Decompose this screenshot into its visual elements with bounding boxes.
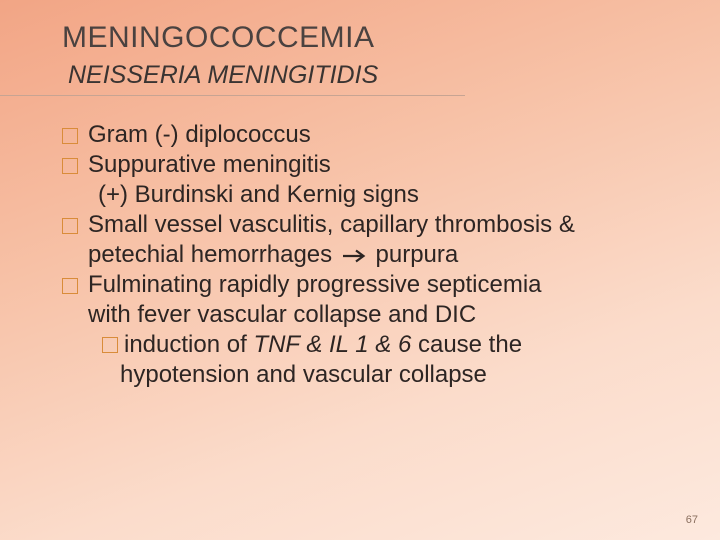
sub-text-c: cause the	[417, 331, 523, 358]
sub-text-italic: TNF & IL 1 & 6	[253, 331, 412, 358]
list-item-septicemia	[62, 270, 682, 330]
bullet-list	[62, 120, 682, 390]
sub-text-a: induction of	[124, 331, 247, 358]
list-item-continuation: (+) Burdinski and Kernig signs	[98, 181, 419, 208]
list-item-text: purpura	[375, 241, 459, 268]
sub-list-item-continuation: hypotension and vascular collapse	[120, 361, 487, 388]
sub-list-item-text	[124, 330, 522, 360]
title-subtitle: NEISSERIA MENINGITIDIS	[68, 61, 379, 89]
slide-title	[62, 20, 462, 90]
hollow-square-bullet-icon	[62, 128, 78, 144]
title-underline	[0, 95, 465, 96]
list-item-vasculitis	[62, 210, 682, 270]
slide-number: 67	[685, 514, 698, 526]
hollow-square-bullet-icon	[62, 158, 78, 174]
title-main: MENINGOCOCCEMIA	[62, 21, 375, 54]
list-item-text: Gram (-) diplococcus	[88, 121, 311, 148]
list-item-continuation: with fever vascular collapse and DIC	[88, 301, 477, 328]
hollow-square-bullet-icon	[102, 337, 118, 353]
right-arrow-icon	[341, 249, 367, 263]
sub-list-item-tnf	[62, 330, 682, 360]
list-item-gram	[62, 120, 682, 150]
list-item-meningitis	[62, 150, 682, 210]
list-item-continuation	[62, 240, 682, 270]
list-item-text: Suppurative meningitis	[88, 151, 331, 178]
list-item-text: Small vessel vasculitis, capillary thrombosis &	[88, 211, 575, 238]
list-item-text: petechial hemorrhages	[88, 241, 333, 268]
list-item-text: Fulminating rapidly progressive septicemia	[88, 271, 542, 298]
hollow-square-bullet-icon	[62, 218, 78, 234]
hollow-square-bullet-icon	[62, 278, 78, 294]
